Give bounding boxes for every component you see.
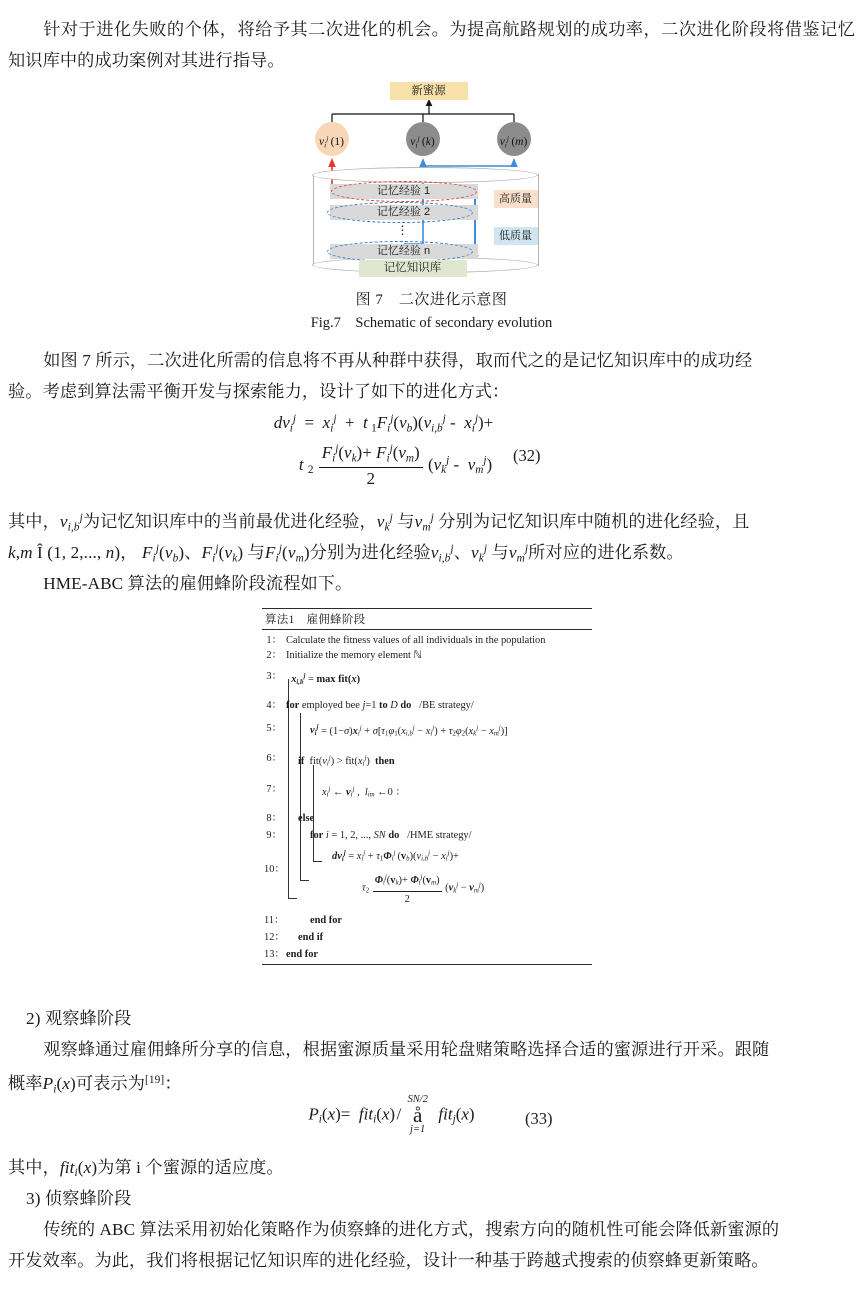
equation-33-line: $P_i(x)= fit_i(x)$ / SN/2 å j=1 fit$_j$(x)	[308, 1094, 475, 1136]
algorithm-line-1	[264, 633, 590, 648]
figure-node-left	[315, 122, 349, 156]
paragraph-algorithm-intro	[8, 568, 855, 599]
algorithm-line-1-number: 1：	[266, 635, 282, 646]
equation-33-number: (33)	[525, 1109, 553, 1128]
algorithm-line-5-number: 5：	[266, 722, 282, 734]
knowledge-base-label: 记忆知识库	[359, 260, 467, 277]
algorithm-line-4	[264, 698, 590, 713]
section-heading-2	[8, 1003, 855, 1034]
memory-row-n: 记忆经验 n	[330, 244, 478, 259]
paragraph-scout-line2-text: 开发效率。为此，我们将根据记忆知识库的进化经验，设计一种基于跨越式搜索的侦察蜂更新策略。	[8, 1251, 769, 1270]
algorithm-1-box	[262, 608, 592, 965]
midtext-line-1-c: 与	[397, 512, 415, 532]
midtext-line-1: 其中，$v_{i,b}^j$为记忆知识库中的当前最优进化经验，$v_k^j$ 与$v_m^j$ 分别为记忆知识库中随机的进化经验，且	[8, 512, 750, 534]
paragraph-fit-definition-pre: 其中，	[8, 1158, 60, 1177]
paragraph-intro	[8, 14, 855, 76]
paragraph-observer-line1	[8, 1034, 855, 1065]
memory-oval-blue-1	[327, 202, 473, 223]
paragraph-scout-line1-text: 传统的 ABC 算法采用初始化策略作为侦察蜂的进化方式，搜索方向的随机性可能会降低新蜜源的	[43, 1220, 780, 1239]
midtext-line-2-e: 、	[453, 543, 471, 563]
paragraph-scout-line2	[8, 1245, 855, 1276]
midtext-line-1-d: 分别为记忆知识库中随机的进化经验，且	[438, 512, 750, 532]
algorithm-line-11	[264, 913, 590, 928]
algorithm-line-3-number: 3：	[266, 671, 282, 682]
paragraph-intro-text: 针对于进化失败的个体，将给予其二次进化的机会。为提高航路规划的成功率，二次进化阶段将借鉴记忆知识库中的成功案例对其进行指导。	[8, 20, 855, 70]
midtext-line-2-c: 与	[247, 543, 265, 563]
algorithm-line-13	[264, 947, 590, 962]
midtext-line-2-g: 所对应的进化系数。	[528, 543, 684, 563]
midtext-line-2-b: 、	[184, 543, 202, 563]
paragraph-after-figure-line2-text: 验。考虑到算法需平衡开发与探索能力，设计了如下的进化方式：	[8, 382, 510, 401]
algorithm-line-13-number: 13：	[264, 949, 285, 961]
algorithm-line-8-content: else	[298, 812, 315, 824]
section-heading-3-text: 3) 侦察蜂阶段	[26, 1189, 132, 1208]
figure-node-right	[497, 122, 531, 156]
equation-32-fraction: $\frac{F_i^j(v_k)+ F_i^j(v_m)}{2}$	[319, 443, 423, 489]
algorithm-line-12-number: 12：	[264, 932, 285, 944]
memory-oval-blue-2	[327, 241, 473, 262]
paragraph-observer-line1-text: 观察蜂通过雇佣蜂所分享的信息，根据蜜源质量采用轮盘赌策略选择合适的蜜源进行开采。跟随	[43, 1040, 770, 1059]
algorithm-line-10-number: 10：	[264, 863, 285, 875]
paragraph-scout-line1	[8, 1214, 855, 1245]
paragraph-algorithm-intro-text: HME-ABC 算法的雇佣蜂阶段流程如下。	[43, 574, 353, 593]
algorithm-line-9	[264, 828, 590, 843]
algorithm-line-5	[264, 721, 590, 742]
memory-row-1: 记忆经验 1	[330, 184, 478, 199]
memory-row-2: 记忆经验 2	[330, 205, 478, 220]
algorithm-line-6-number: 6：	[266, 753, 282, 765]
section-heading-3	[8, 1183, 855, 1214]
midtext-line-2: k,m Î (1, 2,..., n)， $F_i^j(v_b)$、$F_i^j(v_k)$ 与$F_i^j(v_m)$分别为进化经验$v_{i,b}^j$、$v_k^j$ 与$v_m^j$所对应的进化系数。	[8, 543, 684, 565]
algorithm-1-body	[262, 630, 592, 964]
algorithm-line-2	[264, 648, 590, 663]
figure-7-canvas	[307, 82, 557, 280]
algorithm-line-11-content: end for	[310, 915, 343, 927]
algorithm-line-7	[264, 782, 590, 803]
algorithm-line-8-number: 8：	[266, 812, 282, 824]
algorithm-line-12-content: end if	[298, 932, 324, 944]
algorithm-line-4-number: 4：	[266, 699, 282, 711]
algorithm-line-9-number: 9：	[266, 829, 282, 841]
algorithm-line-10-content: $dv_i^j = x_i^j + \tau_1\Phi_i^j$ $(v_b)(v_{i,b}^j - x_i^j)+$ $\tau_2$ $\frac{\Phi_i^j(v_k)+ \Phi_i^j(v_m)}{2}$ $(v_k^j - v_m^j)$	[332, 849, 485, 906]
midtext-line-1-b: 为记忆知识库中的当前最优进化经验，	[82, 512, 377, 532]
equation-32-number: (32)	[513, 446, 541, 465]
figure-caption-en: Fig.7 Schematic of secondary evolution	[310, 315, 553, 331]
equation-32	[0, 413, 863, 489]
equation-33-sum-upper: SN/2	[407, 1094, 428, 1105]
equation-33-sum-lower: j=1	[410, 1124, 426, 1136]
algorithm-line-13-content: end for	[286, 949, 319, 961]
algorithm-1-title: 算法1 雇佣蜂阶段	[262, 609, 592, 630]
algorithm-line-5-content: $v_i^j = (1-\sigma)x_i^j + \sigma[\tau_1\varphi_1(x_{i,b}^j - x_i^j) + \tau_2\varphi_2(x_k^j - x_m^j)]$	[310, 724, 508, 738]
paragraph-observer-line2-post: 可表示为	[75, 1074, 145, 1094]
paragraph-fit-definition-post: 为第 i 个蜜源的适应度。	[97, 1158, 284, 1177]
algorithm-line-12	[264, 930, 590, 945]
paragraph-after-figure-line1	[8, 345, 855, 376]
paragraph-observer-reference: [19]	[145, 1074, 165, 1086]
quality-high-label: 高质量	[494, 190, 538, 208]
memory-oval-red	[331, 181, 477, 202]
algorithm-line-11-number: 11：	[264, 915, 285, 927]
paragraph-observer-line2-pre: 概率	[8, 1074, 43, 1094]
algorithm-line-3-content: $x_{i,b}^j = \max fit(x)$	[291, 673, 361, 686]
figure-node-left-label: $v_i^j$ (1)	[318, 134, 345, 150]
figure-caption-cn: 图 7 二次进化示意图	[355, 292, 508, 308]
figure-new-source-label: 新蜜源	[390, 82, 468, 100]
equation-32-line-2: t $_2$ $\frac{F_i^j(v_k)+ F_i^j(v_m)}{2}$ $(v_k^j - v_m^j)$	[298, 443, 493, 488]
figure-node-right-label: $v_i^j$ (m)	[499, 134, 528, 150]
algorithm-line-6-content: if $fit(v_i^j) > fit(x_i^j)$ then	[298, 755, 395, 769]
algorithm-line-2-content: Initialize the memory element ℕ	[286, 650, 422, 661]
midtext-line-1-a: 其中，	[8, 512, 60, 532]
algorithm-line-2-number: 2：	[266, 650, 282, 661]
paragraph-after-figure-line1-text: 如图 7 所示，二次进化所需的信息将不再从种群中获得，取而代之的是记忆知识库中的成功经	[43, 351, 753, 370]
midtext-line-2-d: 分别为进化经验	[309, 543, 431, 563]
algorithm-line-10-fraction: $\frac{\Phi_i^j(v_k)+ \Phi_i^j(v_m)}{2}$	[373, 870, 442, 907]
algorithm-line-9-content: for i = 1, 2, ..., SN do /HME strategy/	[310, 829, 472, 841]
algorithm-line-3	[264, 669, 590, 690]
figure-node-mid-label: $v_i^j$ (k)	[410, 134, 435, 150]
midtext-line-2-f: 与	[491, 543, 509, 563]
paragraph-observer-line2: 概率$P_i(x)$可表示为[19]：	[8, 1074, 182, 1096]
algorithm-line-8	[264, 811, 590, 826]
paragraph-fit-definition: 其中，fit$_i$(x)为第 i 个蜜源的适应度。	[8, 1158, 284, 1180]
algorithm-line-10	[264, 846, 590, 907]
memory-rows-ellipsis: ⋮	[396, 223, 409, 237]
figure-knowledge-cylinder	[313, 174, 539, 266]
section-heading-2-text: 2) 观察蜂阶段	[26, 1009, 132, 1028]
figure-node-mid	[406, 122, 440, 156]
algorithm-line-7-number: 7：	[266, 784, 282, 796]
algorithm-line-1-content: Calculate the fitness values of all individuals in the population	[286, 635, 546, 646]
paragraph-after-figure-line2	[8, 376, 855, 407]
equation-33	[0, 1095, 863, 1136]
algorithm-line-7-content: $x_i^j$ ← $v_i^j$ , $l_{im}$ ←0 ：	[322, 786, 406, 799]
equation-33-sum-symbol: å	[413, 1102, 423, 1127]
quality-low-label: 低质量	[494, 227, 538, 245]
paragraph-observer-colon: ：	[164, 1074, 182, 1094]
algorithm-line-6	[264, 751, 590, 772]
algorithm-line-4-content: for employed bee j=1 to D do /BE strategy/	[286, 699, 474, 711]
figure-7	[0, 82, 863, 282]
equation-32-line-1: $dv_i^j = x_i^j + t$ $_1F_i^j(v_b)(v_{i,b}^j - x_i^j)+$	[273, 413, 494, 435]
